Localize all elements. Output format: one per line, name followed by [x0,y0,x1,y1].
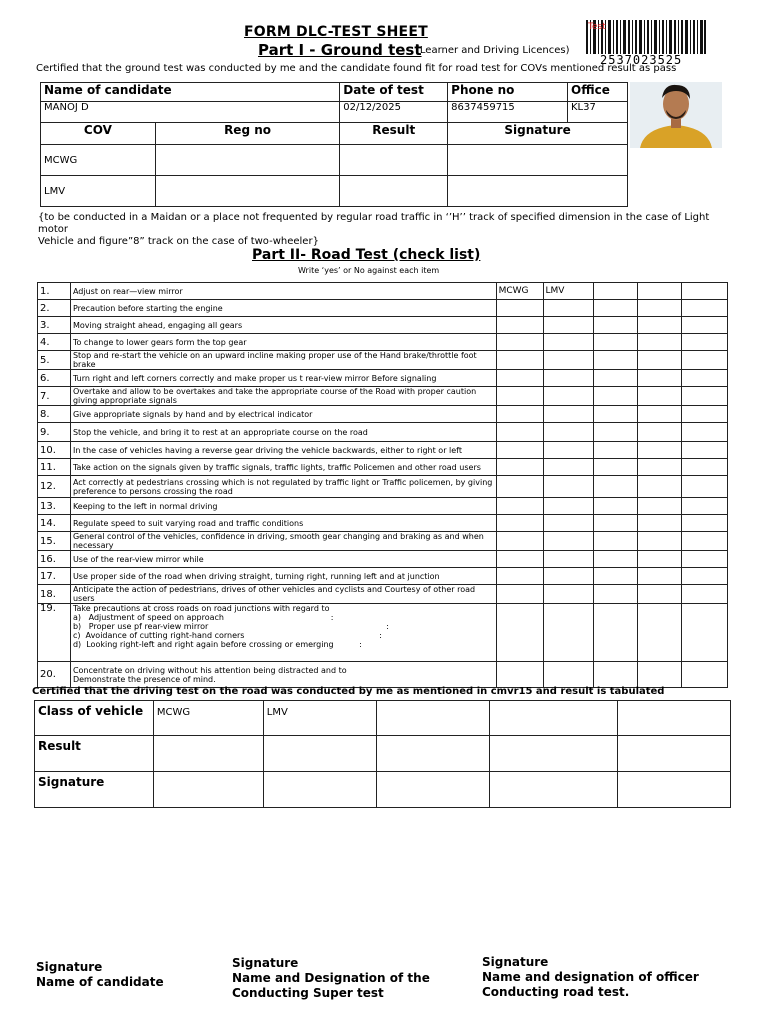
supervisor-signature-block [232,956,430,1001]
item-number: 8. [38,406,71,423]
answer-cell[interactable] [682,568,728,585]
checklist-row [38,387,728,406]
answer-cell[interactable] [682,459,728,476]
checklist-row [38,317,728,334]
answer-cell[interactable] [594,568,638,585]
answer-cell[interactable] [682,351,728,370]
answer-cell[interactable] [682,585,728,604]
answer-cell[interactable] [496,551,543,568]
checklist-row [38,515,728,532]
answer-cell[interactable] [594,334,638,351]
answer-cell[interactable] [682,423,728,442]
answer-cell[interactable] [543,532,594,551]
answer-cell[interactable] [594,551,638,568]
answer-cell[interactable] [594,387,638,406]
answer-cell[interactable] [638,406,682,423]
answer-cell[interactable] [543,585,594,604]
sig3-line1: Signature [482,955,549,969]
checklist-row [38,406,728,423]
header-name: Name of candidate [41,83,340,102]
result-label: Result [35,736,154,772]
answer-cell[interactable] [496,585,543,604]
answer-cell[interactable] [638,459,682,476]
item-number: 17. [38,568,71,585]
header-phone: Phone no [448,83,568,102]
answer-cell[interactable] [638,370,682,387]
answer-cell[interactable] [496,334,543,351]
signature-label: Signature [35,772,154,808]
item-text: In the case of vehicles having a reverse gear driving the vehicle backwards, either to right or left [70,442,496,459]
result-cell[interactable] [340,176,448,207]
answer-cell[interactable] [682,370,728,387]
answer-cell[interactable] [594,459,638,476]
maidan-note [38,212,728,248]
answer-cell[interactable] [543,442,594,459]
header-office: Office [568,83,628,102]
answer-cell[interactable] [594,406,638,423]
answer-cell[interactable] [638,423,682,442]
answer-cell[interactable] [543,370,594,387]
item-number: 2. [38,300,71,317]
answer-cell[interactable] [496,442,543,459]
answer-cell[interactable] [638,498,682,515]
class-of-vehicle-label: Class of vehicle [35,701,154,736]
answer-cell[interactable] [594,662,638,688]
header-date: Date of test [340,83,448,102]
checklist-row [38,568,728,585]
answer-cell[interactable] [543,317,594,334]
road-test-certificate: Certified that the driving test on the road was conducted by me as mentioned in cmvr15 and result is tabulated [32,686,665,697]
result-cell[interactable] [618,736,731,772]
class-cell[interactable] [490,701,618,736]
ground-test-certificate: Certified that the ground test was conducted by me and the candidate found fit for road test for COVs mentioned result as pass [36,63,677,74]
class-lmv: LMV [263,701,376,736]
part2-title: Part II- Road Test (check list) [252,247,481,263]
item-number: 14. [38,515,71,532]
barcode-number: 2537023525 [600,53,683,67]
answer-cell[interactable] [682,317,728,334]
test-stamp: Test [588,22,606,32]
item-text [70,604,496,662]
sig2-line1: Signature [232,956,299,970]
answer-cell[interactable] [496,459,543,476]
item-text: Turn right and left corners correctly and make proper us t rear-view mirror Before signaling [70,370,496,387]
signature-cell[interactable] [448,145,628,176]
answer-cell[interactable] [543,604,594,662]
item-text: Take action on the signals given by traffic signals, traffic lights, traffic Policemen and other road users [70,459,496,476]
answer-cell[interactable] [543,423,594,442]
answer-cell[interactable] [594,370,638,387]
item-number: 4. [38,334,71,351]
cov-lmv: LMV [41,176,156,207]
test-date: 02/12/2025 [340,102,448,123]
checklist-row [38,334,728,351]
class-mcwg: MCWG [153,701,263,736]
item-number: 13. [38,498,71,515]
answer-cell[interactable] [638,476,682,498]
answer-cell[interactable] [594,423,638,442]
candidate-name: MANOJ D [41,102,340,123]
item-number: 3. [38,317,71,334]
phone-number: 8637459715 [448,102,568,123]
col-lmv: LMV [543,283,594,300]
candidate-photo [630,82,722,148]
item-text: Moving straight ahead, engaging all gears [70,317,496,334]
class-cell[interactable] [376,701,490,736]
signature-cell[interactable] [263,772,376,808]
item-number: 5. [38,351,71,370]
answer-cell[interactable] [682,532,728,551]
answer-cell[interactable] [638,604,682,662]
signature-cell[interactable] [153,772,263,808]
answer-cell[interactable] [682,300,728,317]
answer-cell[interactable] [638,317,682,334]
answer-cell[interactable] [543,300,594,317]
answer-cell[interactable] [682,387,728,406]
answer-cell[interactable] [543,334,594,351]
answer-cell[interactable] [638,515,682,532]
maidan-note-line1: {to be conducted in a Maidan or a place not frequented by regular road traffic in ‘’H’’ track of specified dimension in the case of Light motor [38,212,710,235]
answer-cell[interactable] [594,351,638,370]
header-reg-no: Reg no [155,123,340,145]
item-number: 11. [38,459,71,476]
sig2-line3: Conducting Super test [232,986,384,1000]
officer-signature-block [482,955,699,1000]
result-cell[interactable] [263,736,376,772]
answer-cell[interactable] [496,568,543,585]
answer-cell[interactable] [594,476,638,498]
item-text: Precaution before starting the engine [70,300,496,317]
signature-cell[interactable] [490,772,618,808]
checklist-row [38,476,728,498]
answer-cell[interactable] [496,476,543,498]
item-number: 16. [38,551,71,568]
checklist-row [38,585,728,604]
item-text: Regulate speed to suit varying road and traffic conditions [70,515,496,532]
item19-line1: a) Adjustment of speed on approach : [72,613,334,622]
answer-cell[interactable] [682,334,728,351]
answer-cell[interactable] [543,351,594,370]
item-text: Stop the vehicle, and bring it to rest at an appropriate course on the road [70,423,496,442]
signature-cell[interactable] [376,772,490,808]
answer-cell[interactable] [682,662,728,688]
candidate-signature-block [36,960,164,990]
sig3-line3: Conducting road test. [482,985,630,999]
item19-line3: c) Avoidance of cutting right-hand corners : [72,631,382,640]
form-title: FORM DLC-TEST SHEET [244,24,428,40]
maidan-note-line2: Vehicle and figure”8” track on the case of two-wheeler} [38,236,319,247]
answer-cell[interactable] [682,515,728,532]
col-mcwg: MCWG [496,283,543,300]
header-result: Result [340,123,448,145]
item-text: Anticipate the action of pedestrians, drives of other vehicles and cyclists and Courtesy of other road users [70,585,496,604]
answer-cell[interactable] [543,551,594,568]
candidate-table [40,82,628,207]
checklist-row [38,551,728,568]
signature-cell[interactable] [448,176,628,207]
item19-line4: d) Looking right-left and right again before crossing or emerging : [72,640,362,649]
header-signature: Signature [448,123,628,145]
answer-cell[interactable] [543,459,594,476]
item20-line1: Demonstrate the presence of mind. [72,674,216,684]
answer-cell[interactable] [594,585,638,604]
item-text: Use of the rear-view mirror while [70,551,496,568]
answer-cell[interactable] [543,662,594,688]
item-number: 1. [38,283,71,300]
item-number: 10. [38,442,71,459]
sig1-line1: Signature [36,960,103,974]
answer-cell[interactable] [496,351,543,370]
result-cell[interactable] [153,736,263,772]
answer-cell[interactable] [543,498,594,515]
answer-cell[interactable] [543,387,594,406]
checklist-row [38,498,728,515]
answer-cell[interactable] [496,604,543,662]
answer-cell[interactable] [638,300,682,317]
answer-cell[interactable] [496,662,543,688]
answer-cell[interactable] [682,498,728,515]
item-number: 9. [38,423,71,442]
answer-cell[interactable] [496,498,543,515]
answer-cell[interactable] [638,662,682,688]
answer-cell[interactable] [543,515,594,532]
answer-cell[interactable] [496,406,543,423]
answer-cell[interactable] [638,532,682,551]
part1-subtitle: (Learner and Driving Licences) [416,45,570,56]
checklist-row [38,300,728,317]
class-cell[interactable] [618,701,731,736]
item-number: 15. [38,532,71,551]
cov-mcwg: MCWG [41,145,156,176]
item-number: 12. [38,476,71,498]
answer-cell[interactable] [682,604,728,662]
reg-no-cell[interactable] [155,145,340,176]
sig3-line2: Name and designation of officer [482,970,699,984]
checklist-row [38,283,728,300]
item19-line0: Take precautions at cross roads on road junctions with regard to [72,604,330,613]
checklist-row [38,532,728,551]
item-text: Adjust on rear—view mirror [70,283,496,300]
answer-cell[interactable] [638,585,682,604]
item-number: 7. [38,387,71,406]
sig2-line2: Name and Designation of the [232,971,430,985]
answer-cell[interactable] [496,387,543,406]
item-text: Give appropriate signals by hand and by electrical indicator [70,406,496,423]
item-number: 20. [38,662,71,688]
item-number: 18. [38,585,71,604]
item-number: 19. [38,604,71,662]
answer-cell[interactable] [496,317,543,334]
item-text: Keeping to the left in normal driving [70,498,496,515]
item19-line2: b) Proper use pf rear-view mirror : [72,622,389,631]
checklist-table [37,282,728,688]
answer-cell[interactable] [594,604,638,662]
answer-cell[interactable] [638,351,682,370]
result-cell[interactable] [340,145,448,176]
header-cov: COV [41,123,156,145]
checklist-row [38,370,728,387]
item-text: Stop and re-start the vehicle on an upward incline making proper use of the Hand brake/throttle foot brake [70,351,496,370]
answer-cell[interactable] [638,387,682,406]
answer-cell[interactable] [594,515,638,532]
answer-cell[interactable] [594,300,638,317]
answer-cell[interactable] [496,515,543,532]
answer-cell[interactable] [638,568,682,585]
answer-cell[interactable] [594,442,638,459]
answer-cell[interactable] [496,423,543,442]
answer-cell[interactable] [496,300,543,317]
answer-cell[interactable] [638,551,682,568]
checklist-row [38,459,728,476]
answer-cell[interactable] [594,532,638,551]
part1-title: Part I - Ground test [258,41,422,59]
result-cell[interactable] [376,736,490,772]
answer-cell[interactable] [594,283,638,300]
answer-cell[interactable] [682,551,728,568]
checklist-row [38,662,728,688]
checklist-row [38,423,728,442]
answer-cell[interactable] [496,370,543,387]
answer-cell[interactable] [543,568,594,585]
answer-cell[interactable] [594,498,638,515]
item-text [70,662,496,688]
part2-instruction: Write ‘yes’ or No against each item [298,266,440,275]
answer-cell[interactable] [638,334,682,351]
answer-cell[interactable] [496,532,543,551]
item-text: General control of the vehicles, confidence in driving, smooth gear changing and braking as and when necessary [70,532,496,551]
sig1-line2: Name of candidate [36,975,164,989]
answer-cell[interactable] [594,317,638,334]
checklist-row [38,442,728,459]
checklist-row [38,604,728,662]
reg-no-cell[interactable] [155,176,340,207]
item-number: 6. [38,370,71,387]
item20-line0: Concentrate on driving without his attention being distracted and to [72,665,347,675]
item-text: Use proper side of the road when driving straight, turning right, running left and at junction [70,568,496,585]
signature-cell[interactable] [618,772,731,808]
result-table [34,700,731,808]
office-code: KL37 [568,102,628,123]
result-cell[interactable] [490,736,618,772]
answer-cell[interactable] [682,476,728,498]
answer-cell[interactable] [682,283,728,300]
answer-cell[interactable] [543,476,594,498]
checklist-row [38,351,728,370]
item-text: To change to lower gears form the top gear [70,334,496,351]
item-text: Overtake and allow to be overtakes and take the appropriate course of the Road with proper caution giving appropriate signals [70,387,496,406]
answer-cell[interactable] [638,283,682,300]
item-text: Act correctly at pedestrians crossing which is not regulated by traffic light or Traffic policemen, by giving preference to persons crossing the road [70,476,496,498]
answer-cell[interactable] [682,442,728,459]
answer-cell[interactable] [682,406,728,423]
answer-cell[interactable] [543,406,594,423]
answer-cell[interactable] [638,442,682,459]
